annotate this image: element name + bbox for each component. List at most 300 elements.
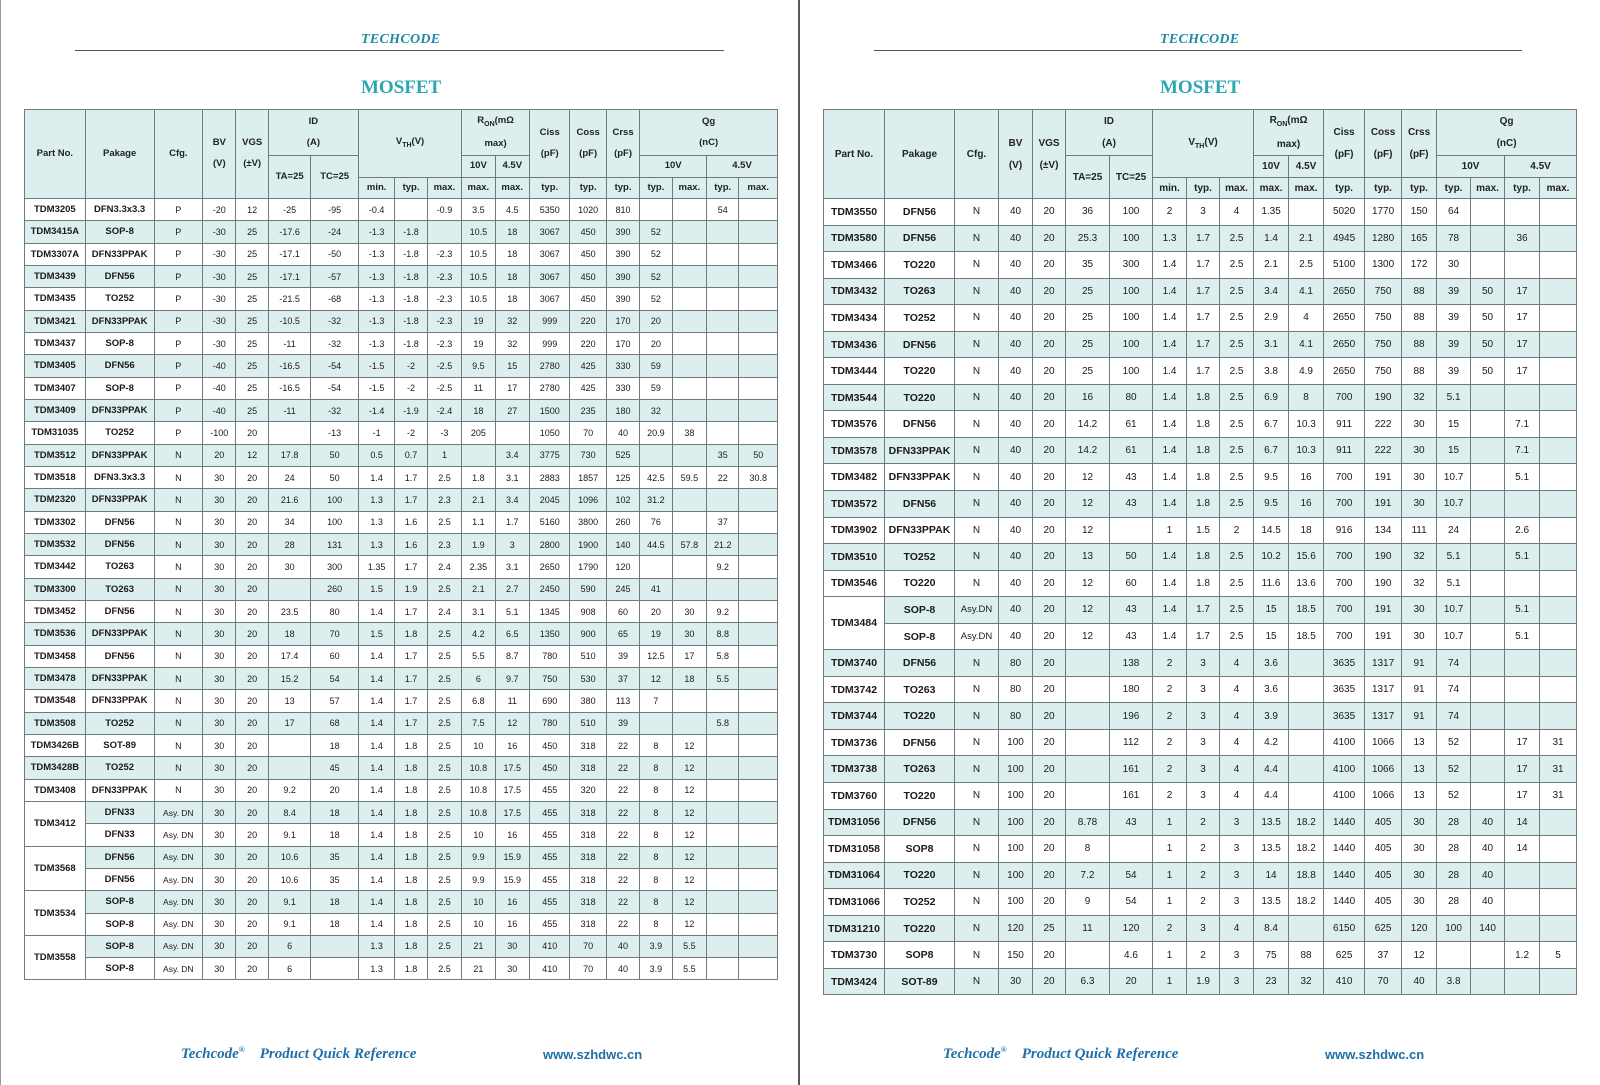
cell-bv: 40 [999, 252, 1033, 279]
cell-qg45-typ: 5.1 [1505, 597, 1540, 624]
cell-id-ta25: 16 [1066, 384, 1110, 411]
cell-ciss: 780 [529, 645, 569, 667]
cell-id-ta25: 9.1 [268, 913, 311, 935]
footer-url[interactable]: www.szhdwc.cn [1325, 1047, 1425, 1062]
cell-vgs: 20 [1033, 517, 1066, 544]
cell-qg45-max: 31 [1540, 756, 1577, 783]
cell-part-no: TDM3407 [25, 377, 86, 399]
cell-id-ta25: 25 [1066, 278, 1110, 305]
cell-qg10-typ: 52 [640, 265, 672, 287]
table-row [25, 466, 778, 488]
cell-qg45-typ: 7.1 [1505, 411, 1540, 438]
cell-qg45-max [1540, 437, 1577, 464]
table-row [824, 650, 1577, 677]
cell-ron-45v: 8.7 [495, 645, 529, 667]
cell-vth-min: 1.4 [358, 600, 394, 622]
cell-id-ta25: 14.2 [1066, 437, 1110, 464]
cell-qg10-max: 17 [672, 645, 706, 667]
ron-max: max) [484, 137, 507, 149]
table-row [824, 597, 1577, 624]
cell-crss: 32 [1402, 570, 1437, 597]
cell-id-tc25: 196 [1110, 703, 1153, 730]
cell-bv: -100 [203, 422, 236, 444]
cell-vth-max: 4 [1220, 650, 1254, 677]
cell-coss: 1317 [1365, 676, 1402, 703]
cell-id-ta25 [1066, 729, 1110, 756]
cell-ron-10v: 4.2 [462, 623, 495, 645]
cell-id-tc25: 18 [311, 891, 359, 913]
cell-crss: 810 [606, 199, 639, 221]
cell-vth-max: 2.5 [1220, 623, 1254, 650]
cell-qg45-typ [1505, 968, 1540, 995]
cell-cfg: N [955, 305, 999, 332]
cell-package: DFN33PPAK [85, 667, 154, 689]
cell-id-ta25: -17.6 [268, 221, 311, 243]
cell-vth-min: 1.4 [1153, 597, 1187, 624]
cell-ron-45v: 17.5 [495, 757, 529, 779]
cell-vth-min: 2 [1153, 756, 1187, 783]
cell-package: TO220 [885, 915, 955, 942]
cell-qg45-typ [1505, 915, 1540, 942]
cell-id-tc25: 100 [1110, 358, 1153, 385]
cell-qg10-max: 40 [1471, 809, 1505, 836]
cell-cfg: Asy. DN [154, 958, 203, 980]
table-row [25, 935, 778, 957]
col-crss-typ: typ. [1402, 178, 1437, 199]
cell-package: DFN33 [85, 824, 154, 846]
cell-ciss: 1345 [529, 600, 569, 622]
table-row [824, 544, 1577, 571]
cell-qg10-typ: 78 [1437, 225, 1471, 252]
cell-qg10-max [672, 690, 706, 712]
cell-part-no: TDM3510 [824, 544, 885, 571]
cell-package: TO252 [85, 422, 154, 444]
cell-id-tc25: -57 [311, 265, 359, 287]
cell-crss: 260 [606, 511, 639, 533]
cell-qg45-max: 30.8 [739, 466, 778, 488]
cell-qg10-typ: 12 [640, 667, 672, 689]
id-unit: (A) [1102, 138, 1116, 149]
cell-cfg: P [154, 310, 203, 332]
cell-qg45-max [1540, 597, 1577, 624]
cell-coss: 191 [1365, 597, 1402, 624]
cell-qg10-max [1471, 517, 1505, 544]
cell-ron-10v: 4.2 [1254, 729, 1289, 756]
col-coss [1365, 110, 1402, 178]
table-row [824, 517, 1577, 544]
cell-vth-min: 1.3 [1153, 225, 1187, 252]
cell-crss: 30 [1402, 889, 1437, 916]
cell-qg10-typ: 19 [640, 623, 672, 645]
cell-qg10-max [672, 199, 706, 221]
cell-qg10-typ: 100 [1437, 915, 1471, 942]
cell-package: SOP-8 [85, 332, 154, 354]
cell-package: TO252 [85, 712, 154, 734]
cell-id-ta25: 9.2 [268, 779, 311, 801]
cell-bv: -30 [203, 265, 236, 287]
cell-vgs: 20 [1033, 358, 1066, 385]
cell-vth-max: 2.5 [1220, 225, 1254, 252]
cell-part-no: TDM3444 [824, 358, 885, 385]
coss-label: Coss [1370, 127, 1396, 138]
footer-url[interactable]: www.szhdwc.cn [543, 1047, 643, 1062]
cell-id-tc25: -54 [311, 355, 359, 377]
cell-coss: 318 [570, 846, 606, 868]
cell-id-tc25: 50 [1110, 544, 1153, 571]
table-row [824, 915, 1577, 942]
cell-coss: 450 [570, 265, 606, 287]
cell-part-no: TDM3478 [25, 667, 86, 689]
cell-ron-45v: 2.7 [495, 578, 529, 600]
cell-ciss: 2650 [529, 556, 569, 578]
crss-unit: (pF) [1409, 149, 1429, 160]
cell-bv: -30 [203, 221, 236, 243]
footer-reference [181, 1045, 416, 1063]
cell-crss: 22 [606, 868, 639, 890]
cell-vth-min: 1.4 [358, 824, 394, 846]
cell-coss: 220 [570, 332, 606, 354]
cell-bv: 40 [999, 464, 1033, 491]
cell-vth-max: 2.5 [1220, 252, 1254, 279]
cell-crss: 65 [606, 623, 639, 645]
cell-coss: 1317 [1365, 650, 1402, 677]
ron-unit: (mΩ [1287, 114, 1308, 126]
cell-bv: 30 [203, 779, 236, 801]
cell-qg10-typ: 8 [640, 913, 672, 935]
cell-qg45-typ: 9.2 [707, 600, 739, 622]
cell-coss: 318 [570, 891, 606, 913]
cell-id-ta25: 12 [1066, 623, 1110, 650]
cell-qg45-typ [1505, 384, 1540, 411]
cell-qg10-typ: 5.1 [1437, 384, 1471, 411]
cell-ciss: 6150 [1324, 915, 1365, 942]
cell-qg45-typ [707, 288, 739, 310]
cell-qg45-max [739, 422, 778, 444]
cell-qg10-typ: 52 [1437, 729, 1471, 756]
cell-id-tc25 [311, 935, 359, 957]
cell-vth-typ: 1.8 [1187, 491, 1220, 518]
cell-part-no: TDM2320 [25, 489, 86, 511]
cell-vth-max: 2.5 [427, 958, 461, 980]
cell-crss: 390 [606, 243, 639, 265]
cell-ron-10v: 15 [1254, 623, 1289, 650]
cell-package: DFN33 [85, 801, 154, 823]
cell-ron-45v: 1.7 [495, 511, 529, 533]
cell-coss: 425 [570, 355, 606, 377]
col-bv [999, 110, 1033, 199]
cell-qg10-max: 12 [672, 824, 706, 846]
cell-ciss: 700 [1324, 464, 1365, 491]
cell-cfg: Asy. DN [154, 891, 203, 913]
cell-cfg: Asy. DN [154, 913, 203, 935]
cell-id-tc25: 80 [311, 600, 359, 622]
cell-part-no: TDM3736 [824, 729, 885, 756]
table-row [25, 690, 778, 712]
cell-ciss: 2650 [1324, 331, 1365, 358]
cell-id-tc25: -32 [311, 399, 359, 421]
cell-vth-max: 2.3 [427, 489, 461, 511]
cell-ron-45v: 6.5 [495, 623, 529, 645]
cell-package: DFN56 [885, 411, 955, 438]
cell-qg10-max [672, 243, 706, 265]
table-row [25, 578, 778, 600]
cell-qg45-typ [1505, 650, 1540, 677]
col-crss [606, 110, 639, 178]
cell-id-ta25 [268, 578, 311, 600]
cell-vth-max: 2 [1220, 517, 1254, 544]
cell-package: DFN33PPAK [885, 437, 955, 464]
cell-qg10-max [1471, 623, 1505, 650]
cell-qg10-max [1471, 597, 1505, 624]
cell-qg45-typ: 17 [1505, 756, 1540, 783]
cell-qg10-max: 30 [672, 623, 706, 645]
cell-qg45-typ [707, 243, 739, 265]
cell-qg45-typ [1505, 252, 1540, 279]
cell-coss: 908 [570, 600, 606, 622]
cell-vgs: 25 [236, 288, 268, 310]
cell-package: DFN33PPAK [85, 399, 154, 421]
cell-qg45-max [1540, 517, 1577, 544]
cell-part-no: TDM3426B [25, 734, 86, 756]
cell-vth-min: 2 [1153, 729, 1187, 756]
cell-package: DFN56 [85, 533, 154, 555]
cell-package: TO263 [885, 278, 955, 305]
footer-reference [943, 1045, 1178, 1063]
cell-qg45-max [1540, 862, 1577, 889]
cell-coss: 191 [1365, 623, 1402, 650]
cell-qg10-typ: 8 [640, 846, 672, 868]
cell-part-no: TDM3580 [824, 225, 885, 252]
col-vth [1153, 110, 1254, 178]
cell-vth-max: 2.5 [1220, 358, 1254, 385]
cell-vgs: 25 [236, 310, 268, 332]
table-row [25, 444, 778, 466]
cell-ron-10v [462, 444, 495, 466]
table-row [25, 868, 778, 890]
cell-ciss: 455 [529, 913, 569, 935]
cell-ron-10v: 9.5 [462, 355, 495, 377]
cell-ron-10v: 9.9 [462, 868, 495, 890]
cell-qg10-max [1471, 729, 1505, 756]
table-row [25, 645, 778, 667]
col-crss [1402, 110, 1437, 178]
cell-qg45-typ: 37 [707, 511, 739, 533]
cell-qg45-max [739, 913, 778, 935]
cell-id-ta25: -17.1 [268, 265, 311, 287]
cell-qg45-typ [707, 824, 739, 846]
cell-qg45-max [1540, 464, 1577, 491]
cell-crss: 390 [606, 221, 639, 243]
cell-qg10-typ: 52 [640, 288, 672, 310]
cell-id-ta25: 21.6 [268, 489, 311, 511]
cell-qg45-typ: 9.2 [707, 556, 739, 578]
cell-coss: 1317 [1365, 703, 1402, 730]
cell-qg45-max [1540, 358, 1577, 385]
cell-package: SOP-8 [885, 597, 955, 624]
col-qg10-max: max. [672, 178, 706, 199]
col-qg-45v: 4.5V [707, 156, 778, 178]
cell-bv: -40 [203, 355, 236, 377]
cell-ron-45v: 4.1 [1289, 278, 1324, 305]
cell-vth-typ: 1.8 [395, 891, 427, 913]
cell-vth-typ: 1.8 [1187, 544, 1220, 571]
cell-vth-typ: 1.7 [1187, 278, 1220, 305]
cell-part-no: TDM3902 [824, 517, 885, 544]
cell-ron-45v: 11 [495, 690, 529, 712]
cell-coss: 450 [570, 243, 606, 265]
cell-crss: 30 [1402, 437, 1437, 464]
cell-qg45-max [739, 199, 778, 221]
cell-qg45-typ [707, 935, 739, 957]
cell-vth-min: 1.3 [358, 511, 394, 533]
cell-qg45-max [1540, 199, 1577, 226]
cell-ron-45v: 32 [495, 332, 529, 354]
cell-ron-45v: 18 [495, 265, 529, 287]
cell-ciss: 4945 [1324, 225, 1365, 252]
cell-ron-10v: 14.5 [1254, 517, 1289, 544]
cell-id-ta25: -10.5 [268, 310, 311, 332]
table-row [25, 667, 778, 689]
cell-ciss: 700 [1324, 384, 1365, 411]
cell-qg10-max [1471, 411, 1505, 438]
cell-package: TO220 [885, 703, 955, 730]
cell-qg45-max [739, 891, 778, 913]
cell-ron-10v: 10.5 [462, 221, 495, 243]
cell-vth-typ: 1.9 [1187, 968, 1220, 995]
cell-vth-min: 1.4 [358, 734, 394, 756]
cell-ron-10v: 9.9 [462, 846, 495, 868]
cell-cfg: N [955, 729, 999, 756]
cell-vth-max: 2.5 [427, 824, 461, 846]
cell-qg45-max [739, 355, 778, 377]
cell-vgs: 20 [236, 533, 268, 555]
cell-part-no: TDM3434 [824, 305, 885, 332]
cell-coss: 510 [570, 712, 606, 734]
cell-id-tc25: 4.6 [1110, 942, 1153, 969]
cell-qg45-typ: 17 [1505, 783, 1540, 810]
cell-qg10-typ: 28 [1437, 889, 1471, 916]
cell-qg45-max [1540, 889, 1577, 916]
cell-part-no: TDM31210 [824, 915, 885, 942]
cell-ciss: 2650 [1324, 358, 1365, 385]
cell-ciss: 1440 [1324, 889, 1365, 916]
cell-coss: 1300 [1365, 252, 1402, 279]
cell-ciss: 999 [529, 332, 569, 354]
cell-package: DFN33PPAK [85, 489, 154, 511]
cell-vth-typ: 1.7 [1187, 305, 1220, 332]
cell-package: TO220 [885, 783, 955, 810]
cell-id-ta25: 7.2 [1066, 862, 1110, 889]
cell-vth-min: 1.3 [358, 935, 394, 957]
col-qg [1437, 110, 1577, 156]
cell-qg45-max [1540, 491, 1577, 518]
footer-ref-text: Product Quick Reference [1021, 1046, 1179, 1062]
table-row [824, 570, 1577, 597]
cell-ron-10v: 21 [462, 935, 495, 957]
cell-ron-45v [1289, 756, 1324, 783]
cell-qg45-max [1540, 836, 1577, 863]
cell-qg45-typ: 5.1 [1505, 464, 1540, 491]
table-row [824, 252, 1577, 279]
cell-vgs: 20 [236, 667, 268, 689]
cell-bv: -40 [203, 399, 236, 421]
cell-vth-min: 1 [1153, 889, 1187, 916]
table-row [25, 332, 778, 354]
cell-vth-max: 2.5 [427, 913, 461, 935]
cell-qg45-max [739, 801, 778, 823]
cell-vth-max: 4 [1220, 703, 1254, 730]
cell-crss: 330 [606, 377, 639, 399]
cell-crss: 125 [606, 466, 639, 488]
cell-ciss: 450 [529, 734, 569, 756]
table-row [824, 278, 1577, 305]
cell-bv: 30 [203, 801, 236, 823]
cell-qg45-max [739, 332, 778, 354]
cell-qg10-max: 50 [1471, 278, 1505, 305]
cell-qg10-max [672, 399, 706, 421]
cell-ciss: 5350 [529, 199, 569, 221]
cell-package: TO220 [885, 862, 955, 889]
cell-vth-min: 1.4 [358, 868, 394, 890]
coss-label: Coss [576, 126, 600, 138]
cell-vgs: 20 [236, 690, 268, 712]
cell-crss: 40 [1402, 968, 1437, 995]
cell-vth-max: -2.4 [427, 399, 461, 421]
cell-ron-10v: 1.1 [462, 511, 495, 533]
vth-sub: TH [1195, 142, 1205, 150]
cell-part-no: TDM3421 [25, 310, 86, 332]
cell-package: TO252 [85, 757, 154, 779]
cell-package: TO263 [885, 756, 955, 783]
cell-qg10-max [1471, 756, 1505, 783]
cell-qg10-typ: 10.7 [1437, 491, 1471, 518]
cell-vth-min: 1.4 [358, 801, 394, 823]
cell-ciss: 5100 [1324, 252, 1365, 279]
cell-vth-min: -0.4 [358, 199, 394, 221]
table-row [25, 310, 778, 332]
cell-ron-45v: 16 [495, 913, 529, 935]
cell-cfg: N [154, 556, 203, 578]
cell-ciss: 700 [1324, 570, 1365, 597]
cell-ron-10v: 3.8 [1254, 358, 1289, 385]
cell-crss: 40 [606, 935, 639, 957]
cell-bv: 30 [203, 556, 236, 578]
cell-vth-typ: 2 [1187, 809, 1220, 836]
cell-vgs: 20 [236, 868, 268, 890]
cell-qg45-typ [1505, 570, 1540, 597]
cell-id-ta25: 9.1 [268, 824, 311, 846]
cell-id-ta25: 25 [1066, 305, 1110, 332]
cell-cfg: P [154, 243, 203, 265]
cell-vgs: 20 [236, 556, 268, 578]
cell-qg45-max [739, 533, 778, 555]
cell-bv: -30 [203, 288, 236, 310]
cell-ron-10v: 10.8 [462, 757, 495, 779]
cell-ron-10v: 21 [462, 958, 495, 980]
cell-ron-10v: 6.7 [1254, 411, 1289, 438]
cell-cfg: P [154, 221, 203, 243]
cell-coss: 450 [570, 288, 606, 310]
col-ron [1254, 110, 1324, 156]
cell-vth-typ: -1.8 [395, 288, 427, 310]
table-row [824, 942, 1577, 969]
cell-qg10-typ: 10.7 [1437, 464, 1471, 491]
col-bv [203, 110, 236, 199]
cell-cfg: N [955, 915, 999, 942]
cell-id-tc25: -13 [311, 422, 359, 444]
cell-qg10-typ: 52 [640, 243, 672, 265]
cell-part-no: TDM3415A [25, 221, 86, 243]
